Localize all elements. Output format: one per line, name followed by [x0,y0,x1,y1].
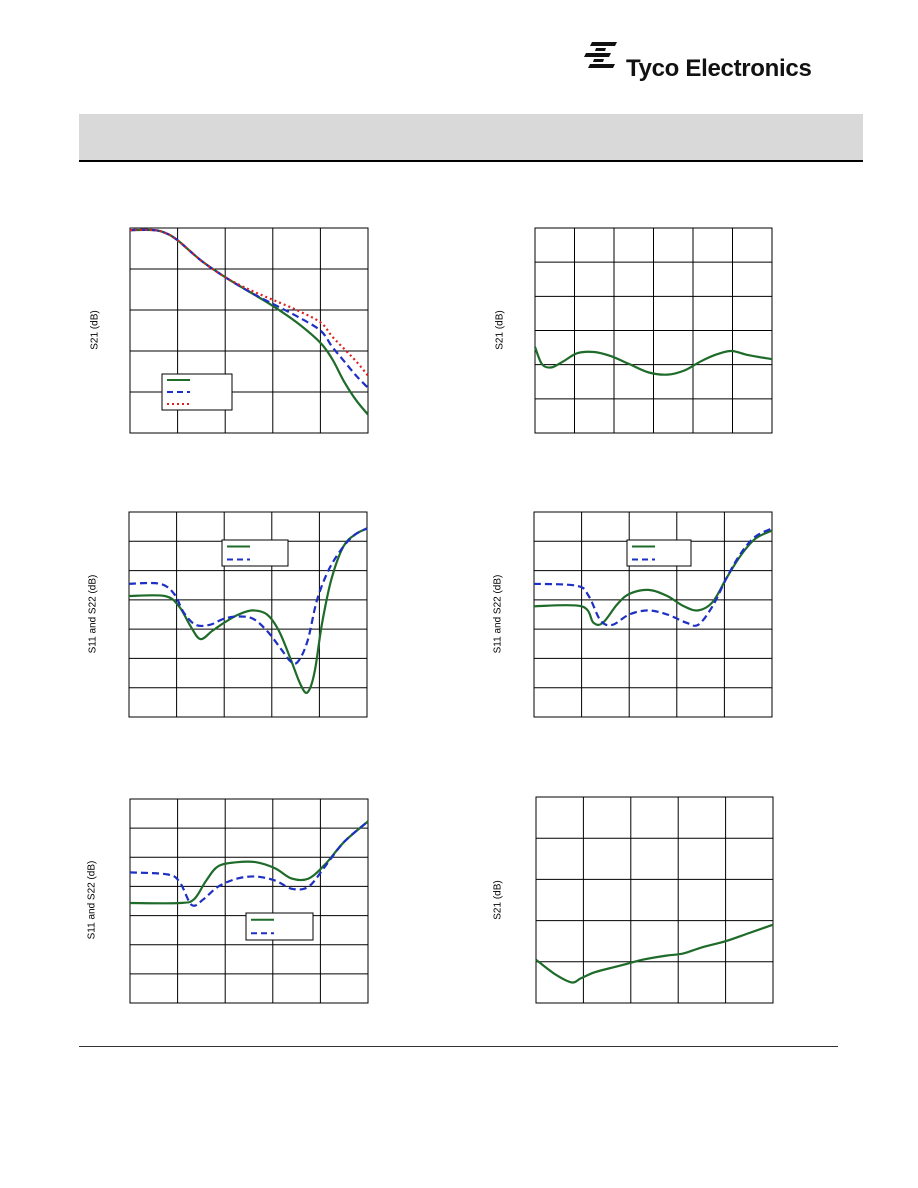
y-axis-label: S21 (dB) [492,880,504,920]
plot-frame [536,797,773,1003]
y-axis-label: S11 and S22 (dB) [492,574,504,654]
y-axis-label: S21 (dB) [494,310,506,350]
y-axis-label: S11 and S22 (dB) [86,860,98,940]
brand-name: Tyco Electronics [626,55,812,82]
y-axis-label: S21 (dB) [89,310,101,350]
footer-rule [79,1046,838,1047]
y-axis-label: S11 and S22 (dB) [87,574,99,654]
